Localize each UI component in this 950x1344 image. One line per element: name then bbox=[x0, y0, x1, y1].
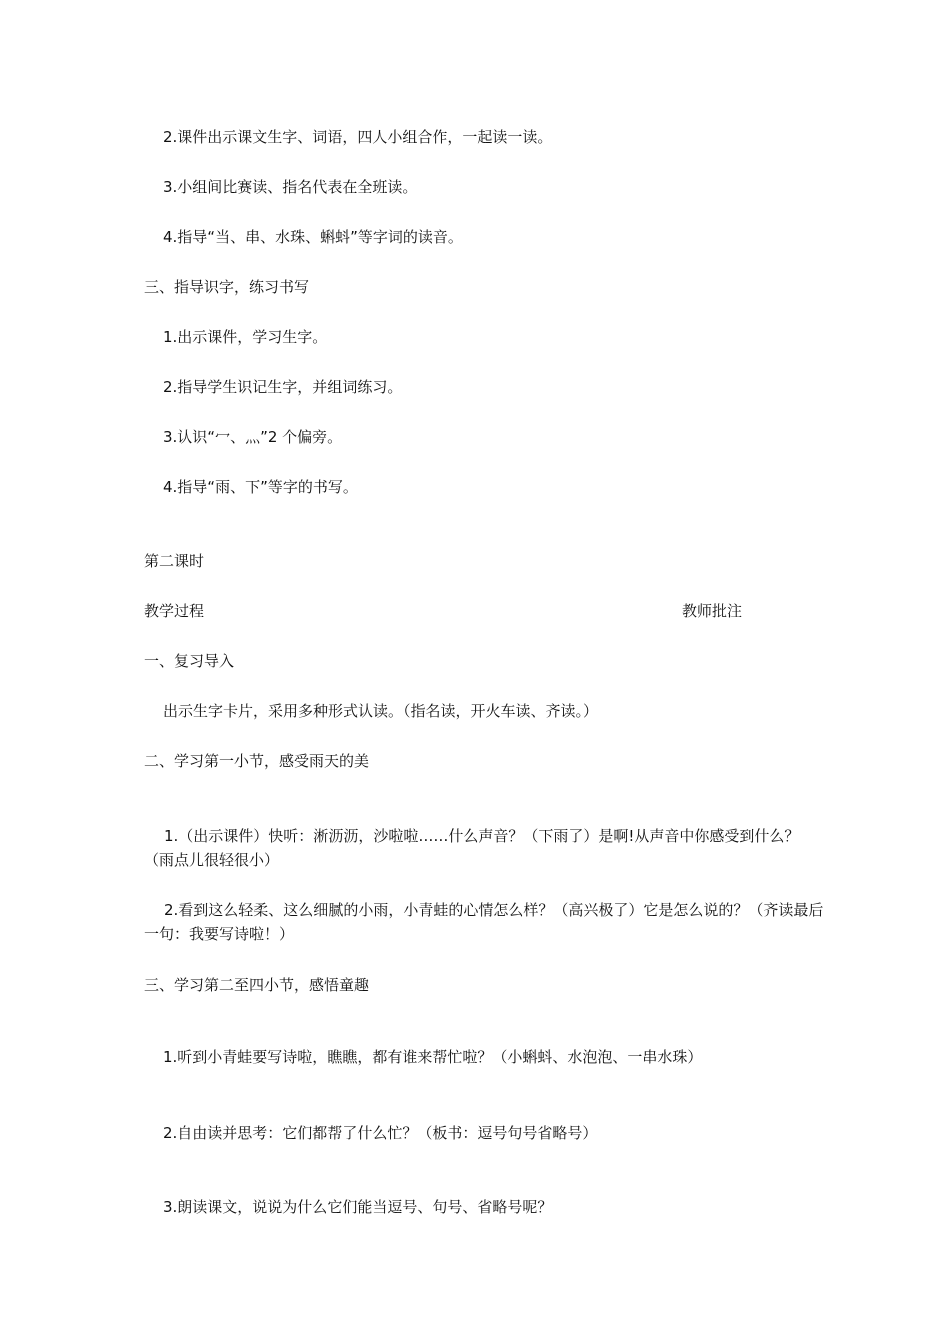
paragraph: 3.朗读课文，说说为什么它们能当逗号、句号、省略号呢？ bbox=[163, 1198, 553, 1216]
paragraph: 2.指导学生识记生字，并组词练习。 bbox=[163, 378, 403, 396]
paragraph: 3.小组间比赛读、指名代表在全班读。 bbox=[163, 178, 418, 196]
section-heading: 三、指导识字，练习书写 bbox=[144, 278, 310, 296]
column-label-process: 教学过程 bbox=[144, 602, 205, 620]
section-heading: 一、复习导入 bbox=[144, 652, 235, 670]
paragraph: 2.自由读并思考：它们都帮了什么忙？（板书：逗号句号省略号） bbox=[163, 1124, 598, 1142]
lesson-title: 第二课时 bbox=[144, 552, 205, 570]
paragraph: 4.指导“雨、下”等字的书写。 bbox=[163, 478, 358, 496]
paragraph: 2.课件出示课文生字、词语，四人小组合作，一起读一读。 bbox=[163, 128, 553, 146]
section-heading: 二、学习第一小节，感受雨天的美 bbox=[144, 752, 370, 770]
paragraph: 出示生字卡片，采用多种形式认读。（指名读，开火车读、齐读。） bbox=[163, 702, 599, 720]
paragraph: 4.指导“当、串、水珠、蝌蚪”等字词的读音。 bbox=[163, 228, 463, 246]
paragraph: 1.（出示课件）快听：淅沥沥，沙啦啦……什么声音？（下雨了）是啊!从声音中你感受到什么？（雨点儿很轻很小） bbox=[144, 827, 800, 869]
section-heading: 三、学习第二至四小节，感悟童趣 bbox=[144, 976, 370, 994]
paragraph: 2.看到这么轻柔、这么细腻的小雨，小青蛙的心情怎么样？（高兴极了）它是怎么说的？（齐读最后一句：我要写诗啦！） bbox=[144, 901, 824, 943]
column-label-teacher-note: 教师批注 bbox=[682, 602, 743, 620]
paragraph: 3.认识“冖、灬”2 个偏旁。 bbox=[163, 428, 343, 446]
paragraph: 1.听到小青蛙要写诗啦，瞧瞧，都有谁来帮忙啦？（小蝌蚪、水泡泡、一串水珠） bbox=[163, 1048, 703, 1066]
paragraph: 1.出示课件，学习生字。 bbox=[163, 328, 328, 346]
